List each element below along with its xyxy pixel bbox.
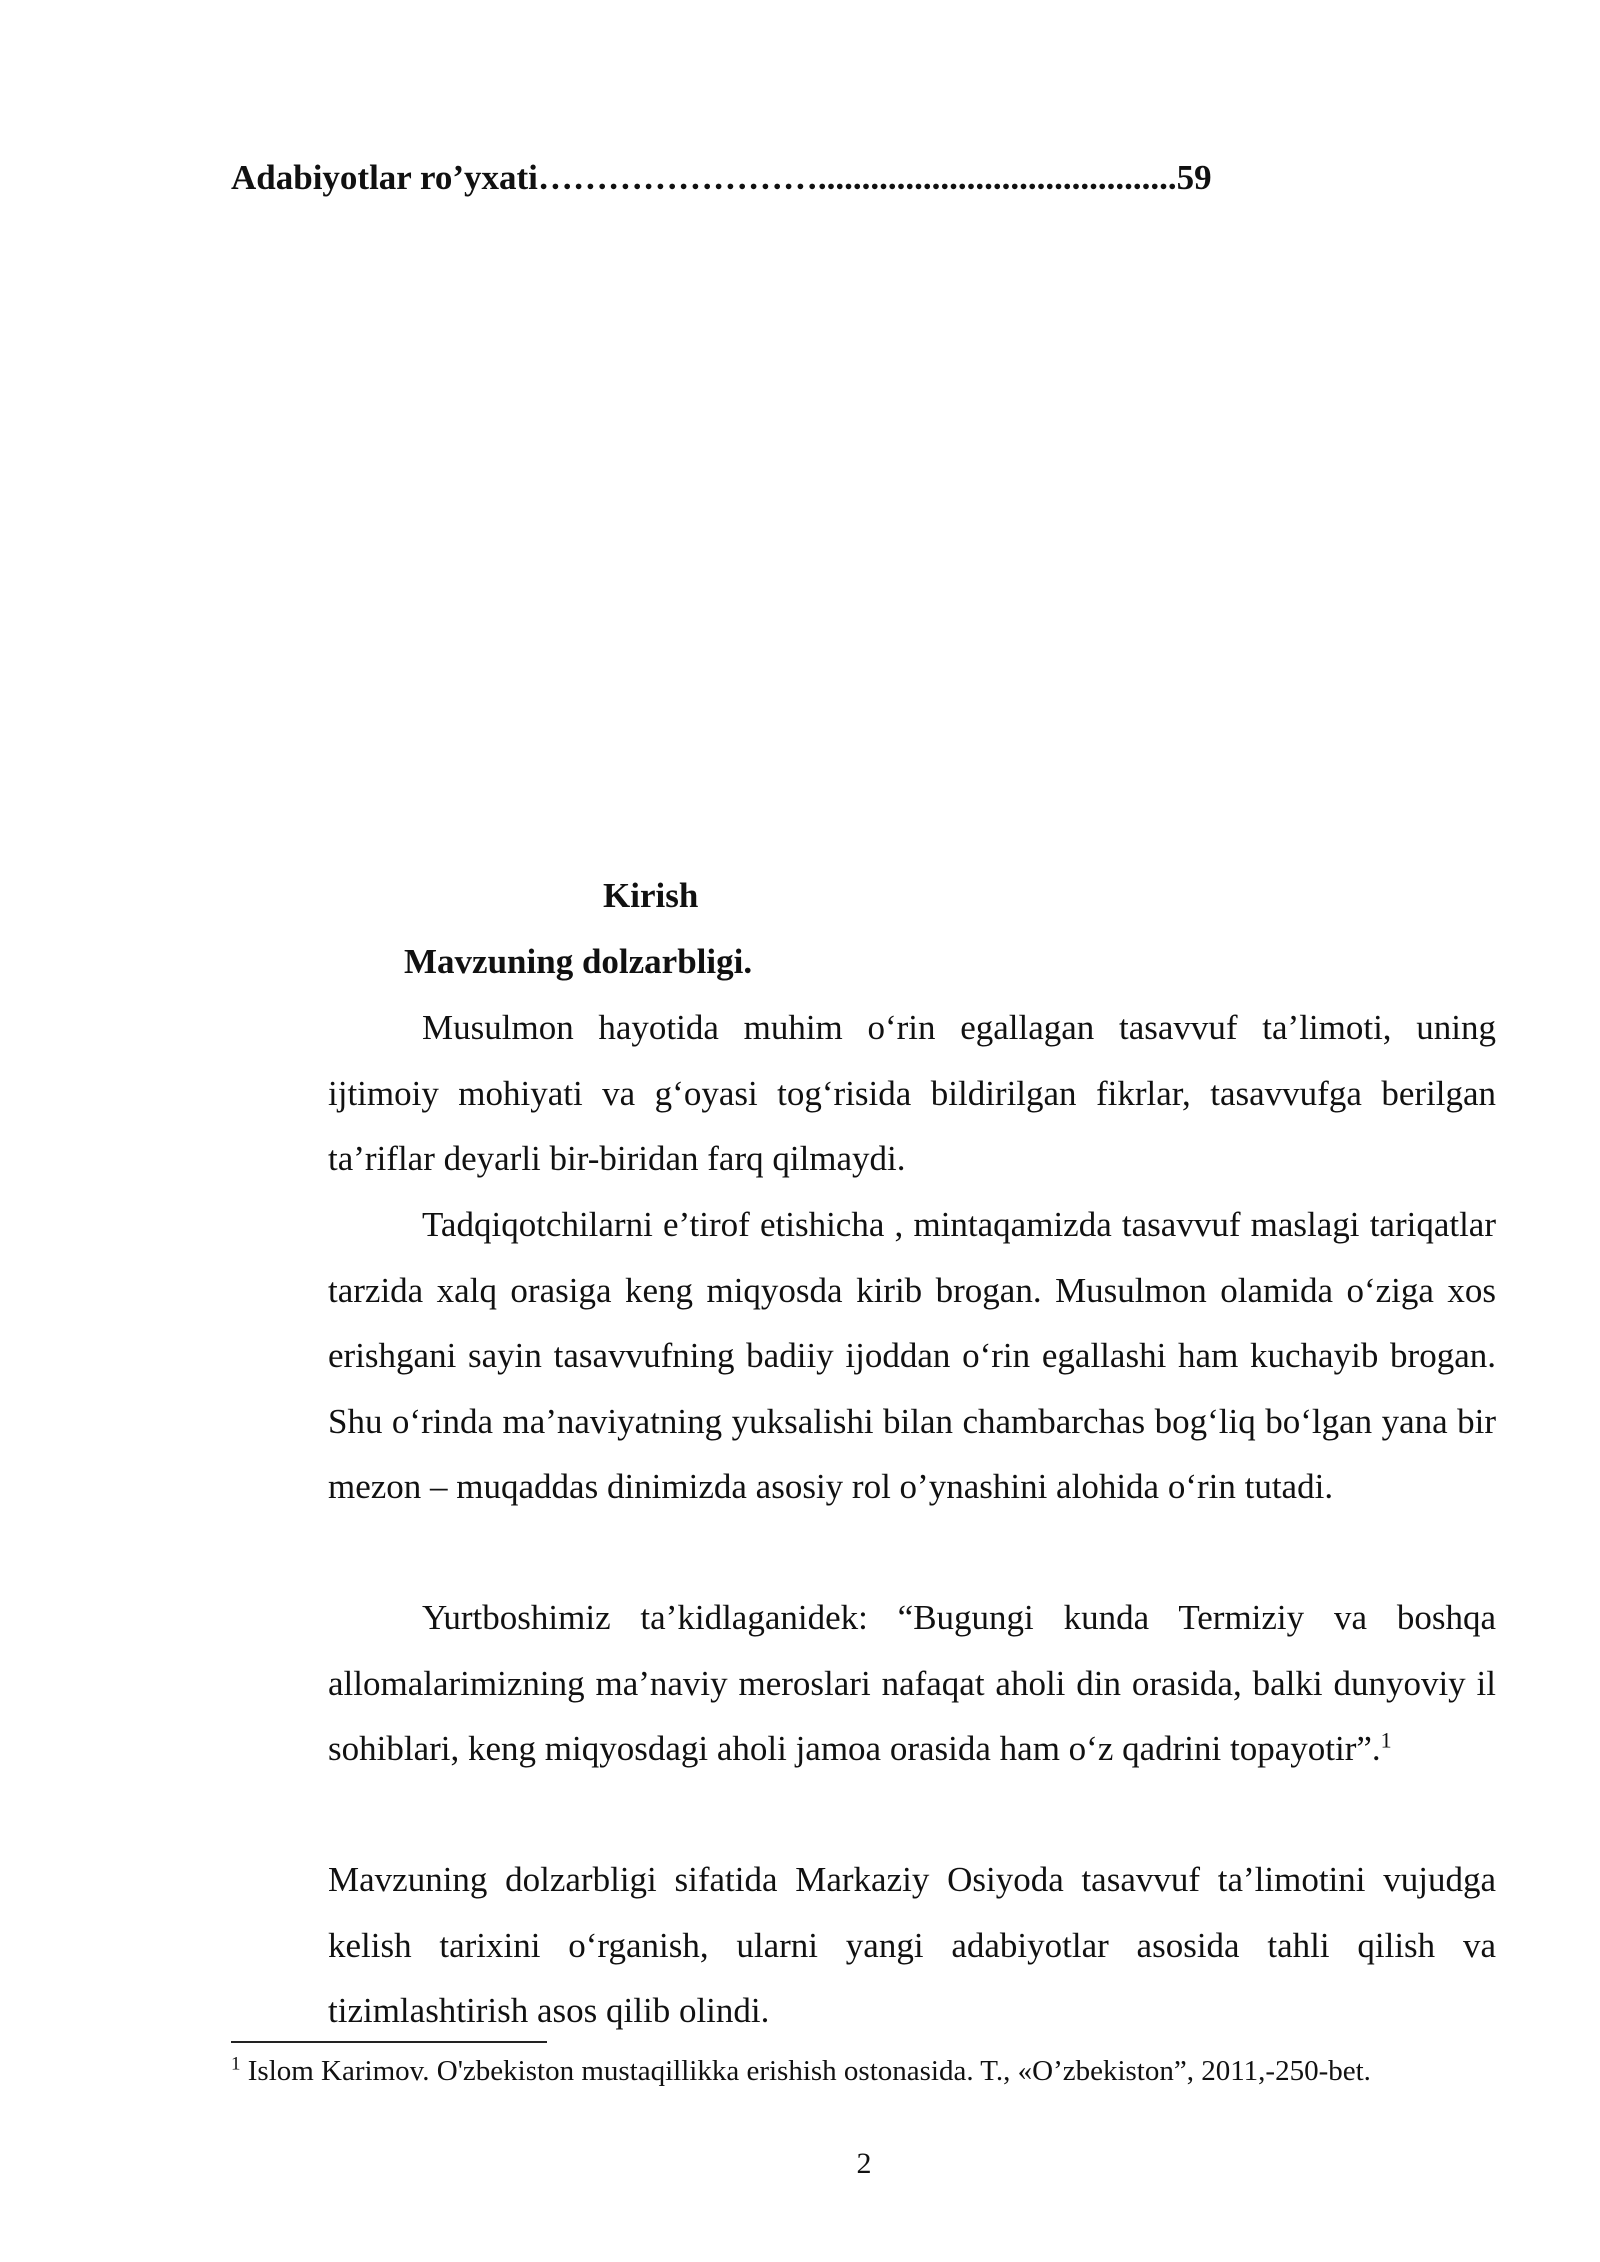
footnote (231, 2053, 1469, 2090)
body-paragraph-2 (328, 1192, 1496, 1520)
footnote-separator (231, 2041, 547, 2043)
body-paragraph-3 (328, 1585, 1496, 1782)
footnote-text: Islom Karimov. O'zbekiston mustaqillikka erishish ostonasida. T., «O’zbekiston”, 2011,-250-bet. (240, 2055, 1371, 2087)
body-paragraph-4 (328, 1847, 1496, 2044)
paragraph-with-footnote (328, 1585, 1496, 1782)
footnote-reference[interactable]: 1 (1380, 1727, 1392, 1753)
toc-entry-bibliography: Adabiyotlar ro’yxati…………………….........................................59 (231, 158, 1212, 197)
footnote-marker: 1 (231, 2053, 241, 2075)
subsection-heading-relevance: Mavzuning dolzarbligi. (404, 942, 753, 981)
paragraph-text: Yurtboshimiz ta’kidlaganidek: “Bugungi kunda Termiziy va boshqa allomalarimizning ma’naviy meroslari nafaqat aholi din orasida, balki dunyoviy il sohiblari, keng miqyosdagi aholi jamoa orasida ham o‘z qadrini topayotir”. (328, 1598, 1496, 1768)
section-heading-kirish: Kirish (603, 876, 699, 915)
paragraph-text: Tadqiqotchilarni e’tirof etishicha , mintaqamizda tasavvuf maslagi tariqatlar tarzida xalq orasiga keng miqyosda kirib brogan. Musulmon olamida o‘ziga xos erishgani sayin tasavvufning badiiy ijoddan o‘rin egallashi ham kuchayib brogan. Shu o‘rinda ma’naviyatning yuksalishi bilan chambarchas bog‘liq bo‘lgan yana bir mezon – muqaddas dinimizda asosiy rol o’ynashini alohida o‘rin tutadi. (328, 1205, 1496, 1506)
page-number: 2 (856, 2147, 872, 2180)
paragraph-text: Mavzuning dolzarbligi sifatida Markaziy Osiyoda tasavvuf ta’limotini vujudga kelish tarixini o‘rganish, ularni yangi adabiyotlar asosida tahli qilish va tizimlashtirish asos qilib olindi. (328, 1860, 1496, 2030)
body-paragraph-1 (328, 995, 1496, 1192)
paragraph-text: Musulmon hayotida muhim o‘rin egallagan tasavvuf ta’limoti, uning ijtimoiy mohiyati va g‘oyasi tog‘risida bildirilgan fikrlar, tasavvufga berilgan ta’riflar deyarli bir-biridan farq qilmaydi. (328, 1008, 1496, 1178)
